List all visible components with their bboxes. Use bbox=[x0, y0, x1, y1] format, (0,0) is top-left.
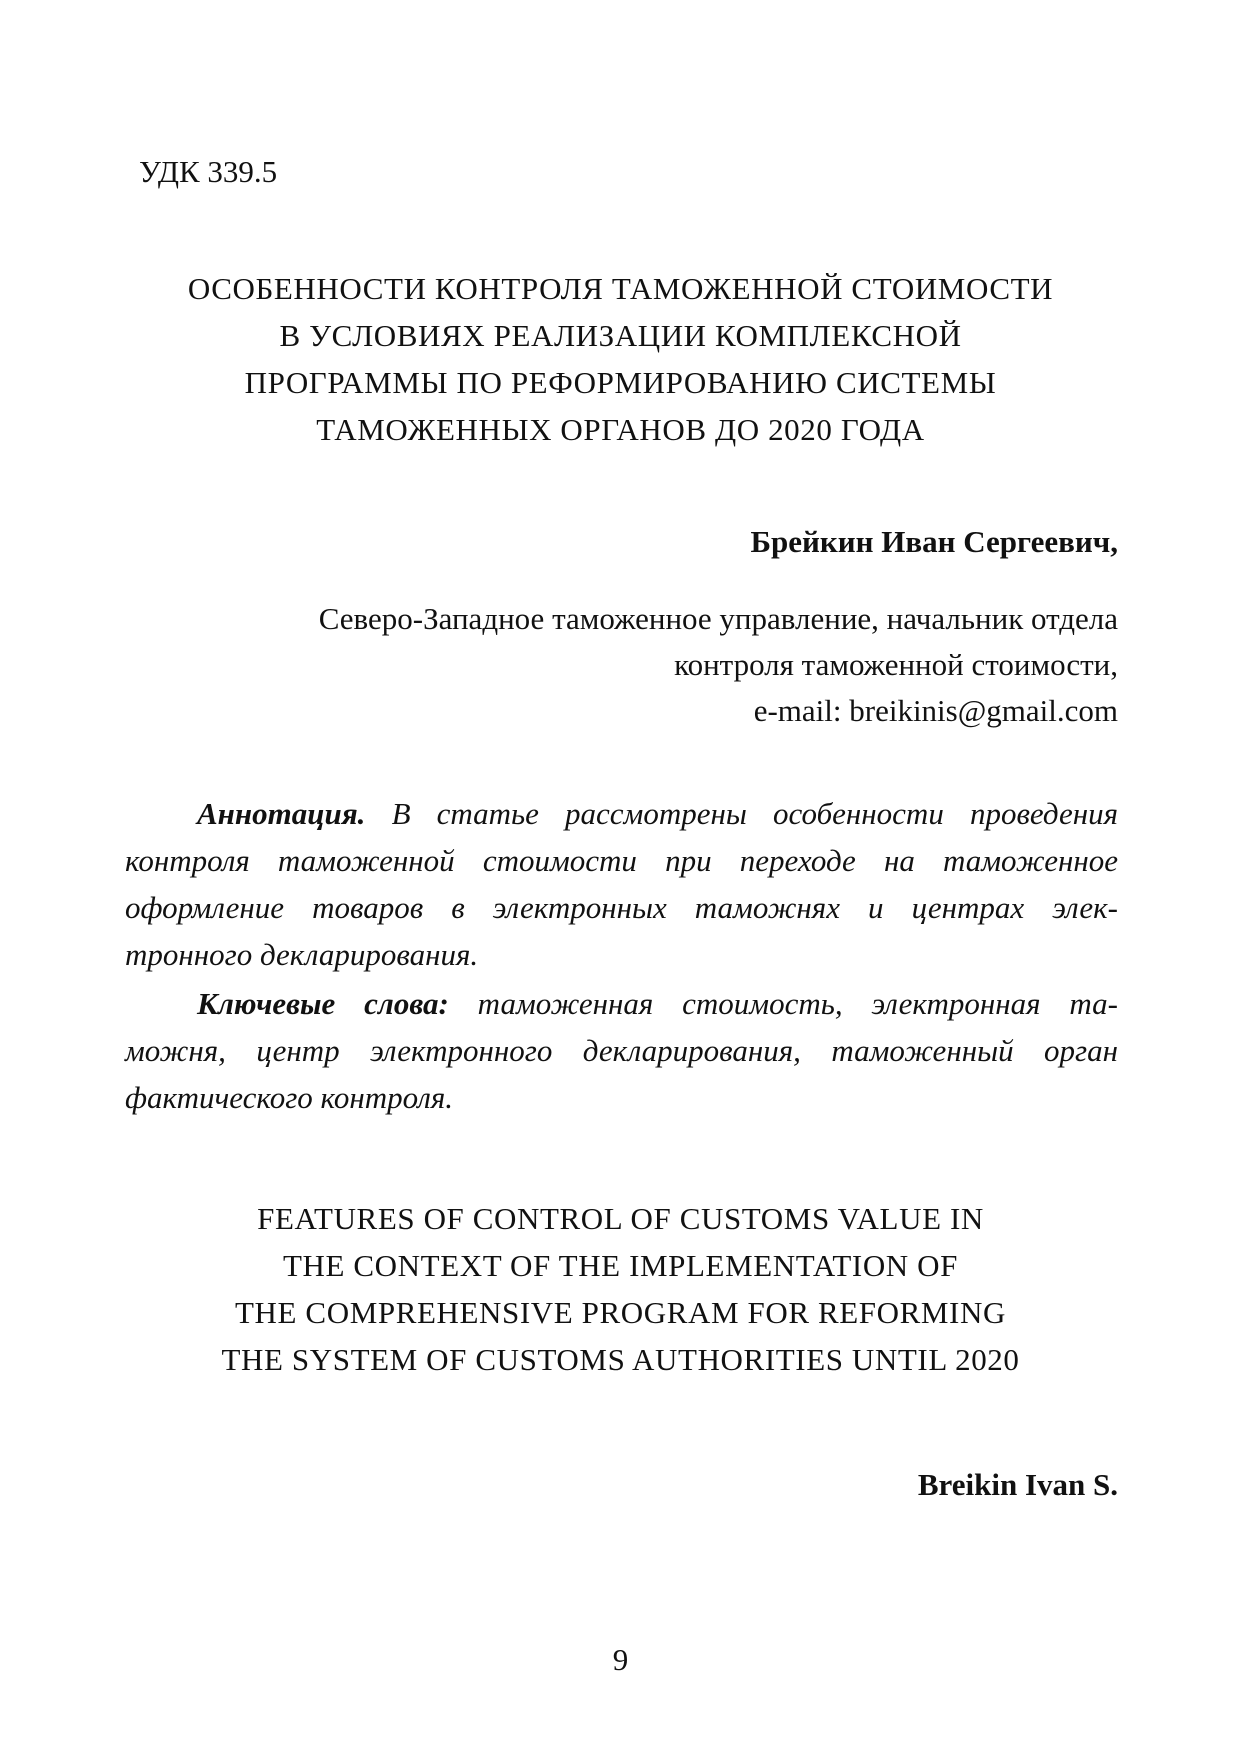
title-en-line: THE CONTEXT OF THE IMPLEMENTATION OF bbox=[283, 1248, 958, 1283]
title-en-line: FEATURES OF CONTROL OF CUSTOMS VALUE IN bbox=[257, 1201, 984, 1236]
title-ru-line: В УСЛОВИЯХ РЕАЛИЗАЦИИ КОМПЛЕКСНОЙ bbox=[279, 318, 962, 353]
abstract-label: Аннотация. bbox=[197, 796, 366, 831]
abstract-text: В статье рассмотрены особенности проведения bbox=[391, 796, 1118, 831]
keywords-line bbox=[125, 980, 1118, 1027]
keywords-label: Ключевые слова: bbox=[197, 986, 449, 1021]
keywords-text: таможенная стоимость, электронная та- bbox=[477, 986, 1119, 1021]
title-ru-line: ОСОБЕННОСТИ КОНТРОЛЯ ТАМОЖЕННОЙ СТОИМОСТИ bbox=[187, 271, 1054, 306]
title-en-line: THE SYSTEM OF CUSTOMS AUTHORITIES UNTIL 2020 bbox=[221, 1342, 1020, 1377]
udc-code: УДК 339.5 bbox=[139, 154, 278, 189]
abstract bbox=[125, 790, 1118, 978]
title-ru-line: ТАМОЖЕННЫХ ОРГАНОВ ДО 2020 ГОДА bbox=[316, 412, 925, 447]
abstract-line: оформление товаров в электронных таможнях и центрах элек- bbox=[125, 890, 1118, 925]
title-english bbox=[100, 1195, 1141, 1383]
author-email: e-mail: breikinis@gmail.com bbox=[753, 693, 1118, 728]
author-name-en: Breikin Ivan S. bbox=[917, 1467, 1118, 1502]
keywords-line: можня, центр электронного декларирования, таможенный орган bbox=[125, 1033, 1118, 1068]
affiliation-line: контроля таможенной стоимости, bbox=[674, 647, 1118, 682]
author-affiliation bbox=[319, 596, 1118, 734]
title-en-line: THE COMPREHENSIVE PROGRAM FOR REFORMING bbox=[235, 1295, 1006, 1330]
abstract-line: тронного декларирования. bbox=[125, 937, 479, 972]
author-name-ru: Брейкин Иван Сергеевич, bbox=[750, 524, 1118, 559]
page-number: 9 bbox=[612, 1642, 629, 1677]
author-block-russian bbox=[319, 522, 1118, 734]
keywords-line: фактического контроля. bbox=[125, 1080, 454, 1115]
keywords bbox=[125, 980, 1118, 1121]
abstract-line: контроля таможенной стоимости при переходе на таможенное bbox=[125, 843, 1118, 878]
title-ru-line: ПРОГРАММЫ ПО РЕФОРМИРОВАНИЮ СИСТЕМЫ bbox=[244, 365, 997, 400]
abstract-line bbox=[125, 790, 1118, 837]
affiliation-line: Северо-Западное таможенное управление, начальник отдела bbox=[318, 601, 1118, 636]
title-russian bbox=[100, 265, 1141, 453]
